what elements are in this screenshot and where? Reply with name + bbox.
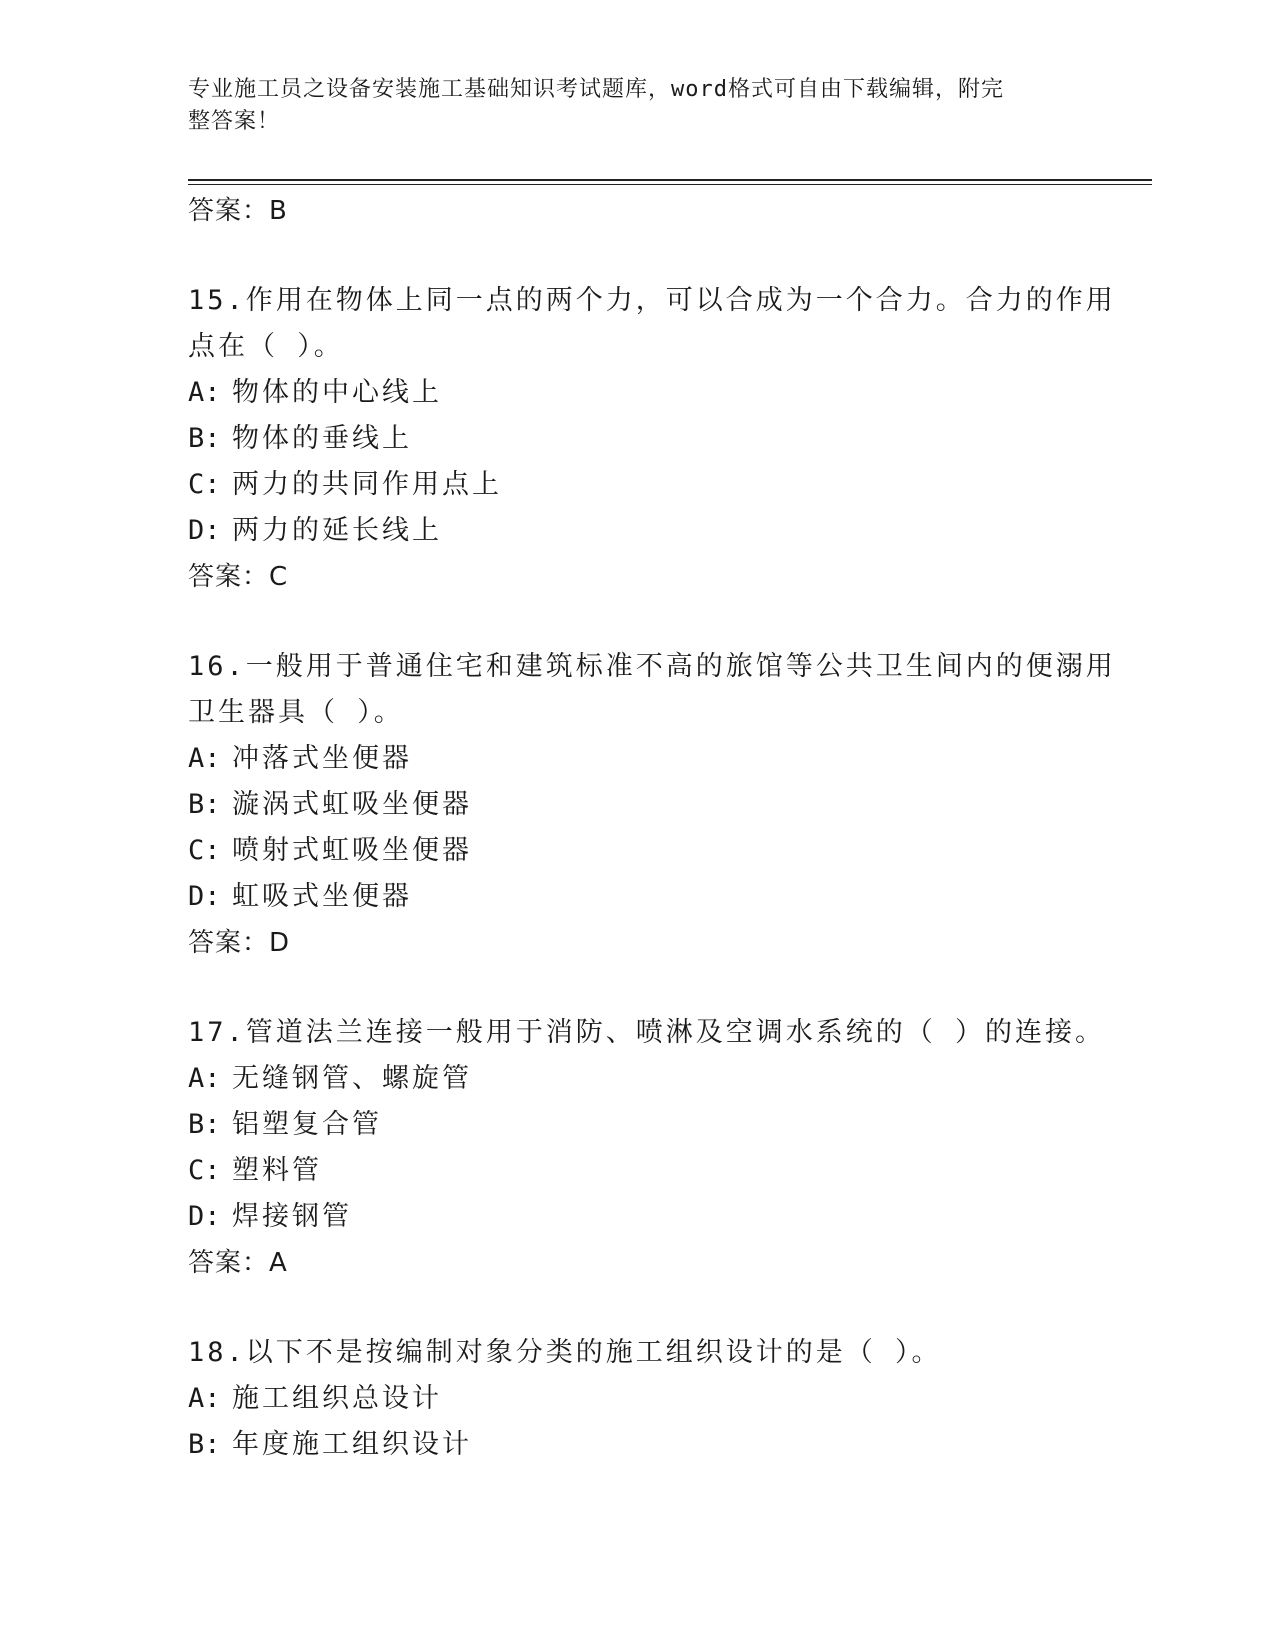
option-key: C: xyxy=(188,1155,221,1186)
option-text: 施工组织总设计 xyxy=(232,1383,442,1414)
header-line-2: 整答案！ xyxy=(188,109,281,134)
header-rule-thick xyxy=(188,179,1152,181)
option-b xyxy=(188,782,1128,828)
option-key: B: xyxy=(188,1109,221,1140)
option-a xyxy=(188,370,1128,416)
option-c xyxy=(188,828,1128,874)
option-b xyxy=(188,1422,1128,1468)
option-a xyxy=(188,1376,1128,1422)
option-key: B: xyxy=(188,423,221,454)
answer-line: 答案：B xyxy=(188,196,288,226)
option-key: A: xyxy=(188,1063,221,1094)
answer-line: 答案：C xyxy=(188,562,289,592)
option-key: A: xyxy=(188,377,221,408)
option-text: 焊接钢管 xyxy=(232,1201,352,1232)
option-key: D: xyxy=(188,1201,221,1232)
option-text: 年度施工组织设计 xyxy=(232,1429,472,1460)
option-text: 虹吸式坐便器 xyxy=(232,881,412,912)
option-text: 冲落式坐便器 xyxy=(232,743,412,774)
option-key: D: xyxy=(188,881,221,912)
option-key: A: xyxy=(188,743,221,774)
answer-line: 答案：A xyxy=(188,1248,288,1278)
option-text: 无缝钢管、螺旋管 xyxy=(232,1063,472,1094)
option-text: 两力的共同作用点上 xyxy=(232,469,502,500)
question-list xyxy=(188,188,1128,1468)
option-key: B: xyxy=(188,789,221,820)
option-text: 物体的垂线上 xyxy=(232,423,412,454)
option-d xyxy=(188,1194,1128,1240)
option-text: 塑料管 xyxy=(232,1155,322,1186)
option-c xyxy=(188,462,1128,508)
question-text-line-2: 卫生器具（ ）。 xyxy=(188,697,404,728)
option-text: 喷射式虹吸坐便器 xyxy=(232,835,472,866)
option-b xyxy=(188,416,1128,462)
spacer xyxy=(188,234,1128,278)
question-block-15 xyxy=(188,278,1128,600)
answer-line: 答案：D xyxy=(188,928,291,958)
option-key: C: xyxy=(188,835,221,866)
option-key: A: xyxy=(188,1383,221,1414)
option-key: B: xyxy=(188,1429,221,1460)
question-text-line-1: 17.管道法兰连接一般用于消防、喷淋及空调水系统的（ ）的连接。 xyxy=(188,1017,1106,1048)
option-c xyxy=(188,1148,1128,1194)
option-d xyxy=(188,874,1128,920)
header-rule-thin xyxy=(188,184,1152,185)
question-text-line-1: 16.一般用于普通住宅和建筑标准不高的旅馆等公共卫生间内的便溺用 xyxy=(188,651,1116,682)
option-text: 两力的延长线上 xyxy=(232,515,442,546)
option-key: D: xyxy=(188,515,221,546)
document-header xyxy=(188,74,1068,138)
option-text: 漩涡式虹吸坐便器 xyxy=(232,789,472,820)
option-text: 铝塑复合管 xyxy=(232,1109,382,1140)
option-a xyxy=(188,736,1128,782)
option-b xyxy=(188,1102,1128,1148)
option-d xyxy=(188,508,1128,554)
question-text-line-1: 15.作用在物体上同一点的两个力，可以合成为一个合力。合力的作用 xyxy=(188,285,1116,316)
question-block-18 xyxy=(188,1330,1128,1468)
option-text: 物体的中心线上 xyxy=(232,377,442,408)
spacer xyxy=(188,966,1128,1010)
option-key: C: xyxy=(188,469,221,500)
spacer xyxy=(188,600,1128,644)
question-text-line-1: 18.以下不是按编制对象分类的施工组织设计的是（ ）。 xyxy=(188,1337,942,1368)
question-block-16 xyxy=(188,644,1128,966)
spacer xyxy=(188,1286,1128,1330)
option-a xyxy=(188,1056,1128,1102)
header-line-1: 专业施工员之设备安装施工基础知识考试题库，word格式可自由下载编辑，附完 xyxy=(188,77,1004,102)
question-block-17 xyxy=(188,1010,1128,1286)
question-text-line-2: 点在（ ）。 xyxy=(188,331,344,362)
